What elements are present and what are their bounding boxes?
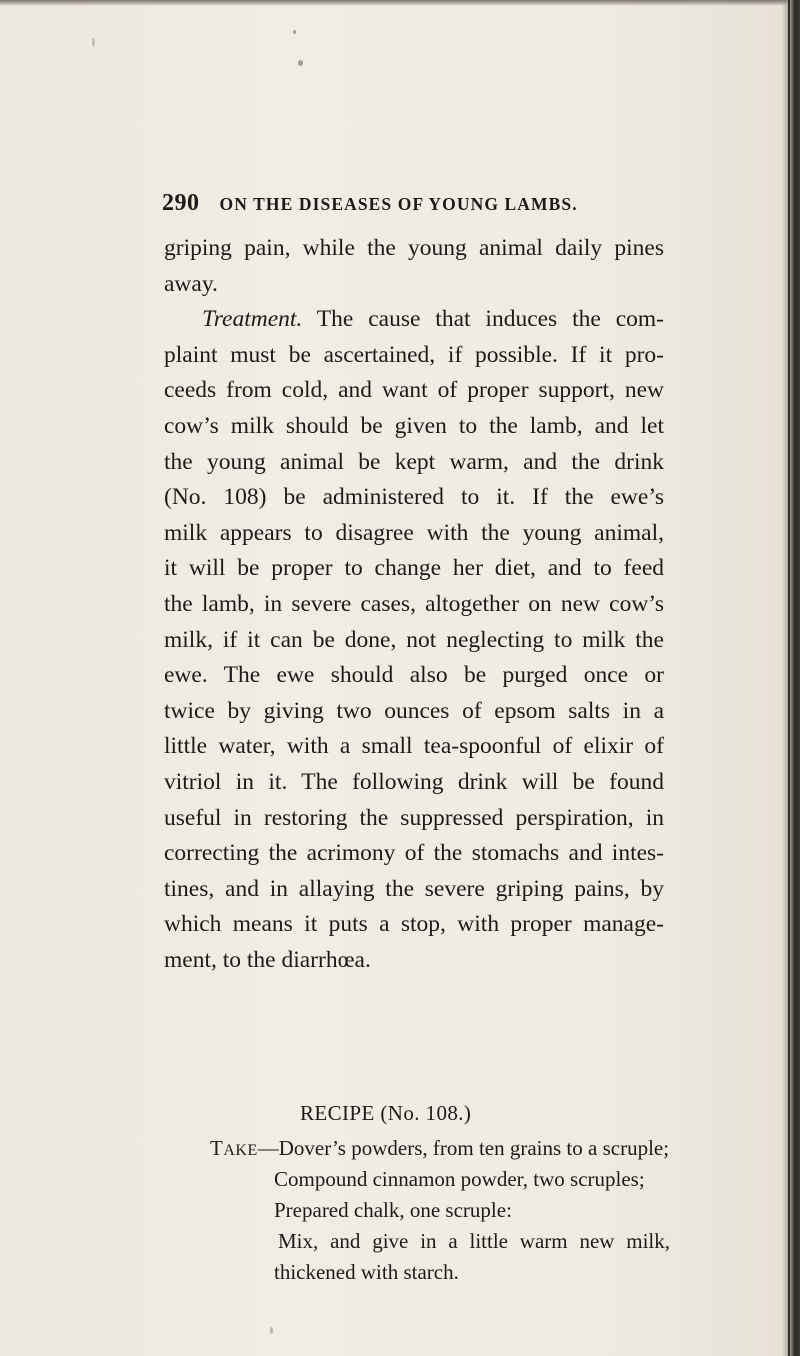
body-line: it will be proper to change her diet, and to feed [164, 555, 664, 582]
body-text [164, 190, 664, 978]
paper-speck [92, 38, 95, 47]
body-line: the lamb, in severe cases, altogether on new cow’s [164, 590, 664, 617]
body-line: ceeds from cold, and want of proper support, new [164, 377, 664, 404]
body-line: ewe. The ewe should also be purged once or [164, 662, 664, 689]
treatment-line [164, 302, 664, 338]
body-line: twice by giving two ounces of epsom salts in a [164, 697, 664, 724]
body-line: griping pain, while the young animal daily pines [164, 235, 664, 261]
paper-speck [270, 1327, 273, 1334]
body-line: ment, to the diarrhœa. [164, 946, 371, 973]
page-number: 290 [162, 190, 200, 216]
body-line: plaint must be ascertained, if possible. If it pro- [164, 341, 664, 368]
body-line: cow’s milk should be given to the lamb, and let [164, 412, 664, 439]
paper-speck [298, 60, 303, 66]
body-line: correcting the acrimony of the stomachs and intes- [164, 840, 664, 867]
body-line: away. [164, 270, 218, 297]
recipe-line: Prepared chalk, one scruple: [274, 1198, 512, 1222]
body-line-text: The cause that induces the com- [316, 306, 664, 333]
paper-speck [293, 30, 296, 34]
body-line: useful in restoring the suppressed perspiration, in [164, 804, 664, 831]
book-edge-line [788, 0, 790, 1356]
page-top-shadow [0, 0, 800, 6]
body-line: tines, and in allaying the severe griping pains, by [164, 875, 664, 902]
body-line: vitriol in it. The following drink will be found [164, 768, 664, 795]
treatment-label: Treatment. [202, 306, 303, 333]
running-head [162, 190, 664, 217]
body-line: little water, with a small tea-spoonful of elixir of [164, 733, 664, 760]
recipe-line: thickened with starch. [274, 1260, 459, 1284]
recipe-title: RECIPE (No. 108.) [300, 1101, 472, 1125]
body-line: (No. 108) be administered to it. If the ewe’s [164, 484, 664, 511]
body-line: which means it puts a stop, with proper manage- [164, 911, 664, 938]
recipe-line [210, 1133, 670, 1164]
take-rest: AKE [223, 1142, 258, 1159]
recipe-take-word [210, 1136, 258, 1160]
body-line: the young animal be kept warm, and the drink [164, 448, 664, 475]
take-initial: T [210, 1136, 224, 1160]
recipe-line: Compound cinnamon powder, two scruples; [274, 1167, 645, 1191]
recipe-block [210, 1133, 670, 1288]
recipe-line: Mix, and give in a little warm new milk, [278, 1229, 670, 1253]
recipe-line-text: —Dover’s powders, from ten grains to a scruple; [257, 1136, 670, 1160]
running-head-title: ON THE DISEASES OF YOUNG LAMBS. [219, 194, 578, 214]
book-spine-edge [782, 0, 800, 1356]
body-line: milk appears to disagree with the young animal, [164, 519, 664, 546]
body-line: milk, if it can be done, not neglecting to milk the [164, 626, 664, 653]
